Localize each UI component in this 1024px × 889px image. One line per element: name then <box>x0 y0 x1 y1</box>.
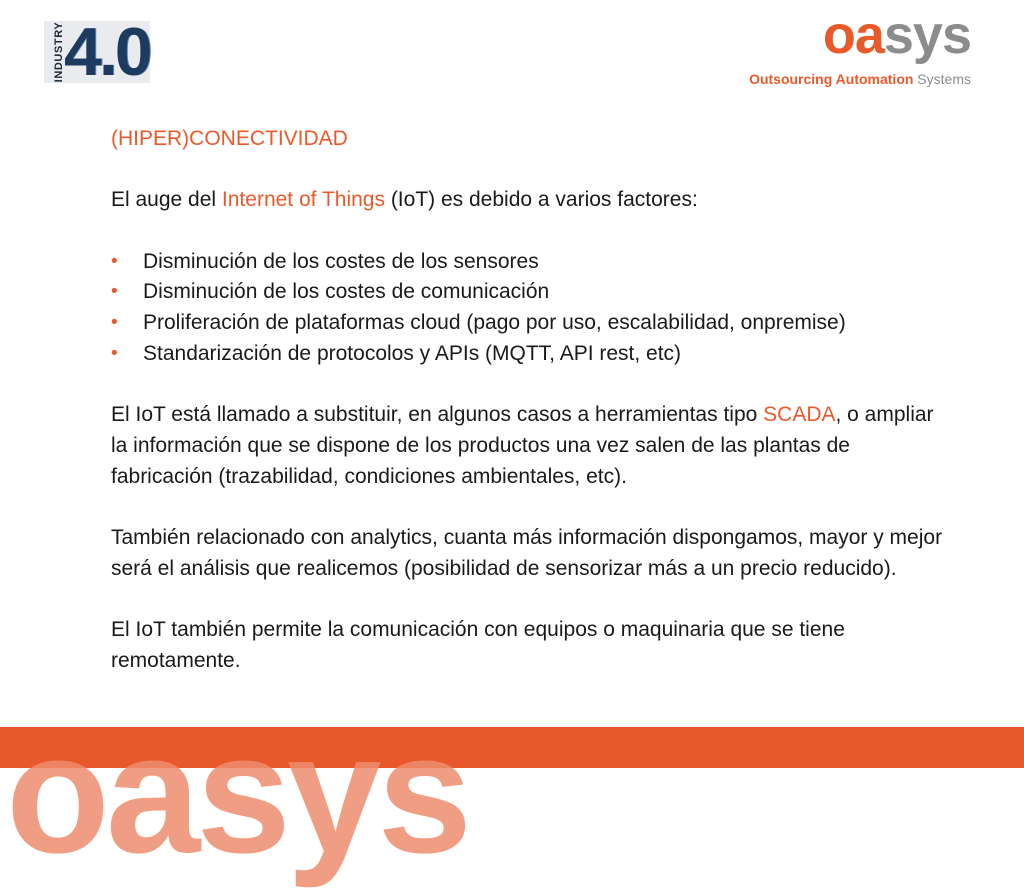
intro-after: (IoT) es debido a varios factores: <box>384 188 698 212</box>
list-item <box>111 308 951 339</box>
list-item-text: Disminución de los costes de comunicación <box>143 280 550 304</box>
list-item <box>111 277 951 308</box>
footer-band <box>0 699 1024 889</box>
spacer <box>111 155 951 186</box>
list-item <box>111 247 951 278</box>
oasys-logo-word-part1: oa <box>822 5 884 65</box>
scada-paragraph <box>111 400 951 492</box>
bullet-icon: • <box>111 250 118 272</box>
list-item <box>111 339 951 370</box>
spacer <box>111 584 951 615</box>
bullet-icon: • <box>111 312 118 334</box>
para1-highlight: SCADA <box>763 403 836 427</box>
slide-content <box>111 124 951 677</box>
list-item-text: Standarización de protocolos y APIs (MQTT, API rest, etc) <box>143 341 682 365</box>
para1-before: El IoT está llamado a substituir, en algunos casos a herramientas tipo <box>111 403 764 427</box>
oasys-logo <box>749 6 971 88</box>
oasys-logo-word-part2: sys <box>883 5 971 65</box>
oasys-watermark: oasys <box>6 699 469 889</box>
remote-paragraph: El IoT también permite la comunicación con equipos o maquinaria que se tiene remotamente. <box>111 618 845 672</box>
industry-logo-number: 4.0 <box>64 14 150 90</box>
industry-4-logo <box>44 14 150 90</box>
spacer <box>111 216 951 247</box>
oasys-logo-tagline <box>749 70 971 88</box>
para1-after: , o ampliar la información que se dispone de los productos una vez salen de las plantas de fabricación (trazabilidad, condiciones ambientales, etc). <box>111 403 934 488</box>
intro-highlight: Internet of Things <box>221 188 385 212</box>
spacer <box>111 492 951 523</box>
list-item-text: Disminución de los costes de los sensores <box>143 249 539 273</box>
oasys-logo-word <box>749 6 971 64</box>
bullet-icon: • <box>111 281 118 303</box>
list-item-text: Proliferación de plataformas cloud (pago por uso, escalabilidad, onpremise) <box>143 311 846 335</box>
oasys-tagline-part1: Outsourcing Automation <box>749 71 914 87</box>
oasys-tagline-part2: Systems <box>913 71 971 87</box>
slide-heading: (HIPER)CONECTIVIDAD <box>111 127 348 150</box>
intro-before: El auge del <box>111 188 222 212</box>
spacer <box>111 370 951 401</box>
intro-paragraph <box>111 185 951 216</box>
bullet-icon: • <box>111 342 118 364</box>
analytics-paragraph: También relacionado con analytics, cuanta más información dispongamos, mayor y mejor será el análisis que realicemos (posibilidad de sensorizar más a un precio reducido). <box>111 526 943 580</box>
factor-list <box>111 247 951 370</box>
industry-logo-word: INDUSTRY <box>53 21 65 83</box>
